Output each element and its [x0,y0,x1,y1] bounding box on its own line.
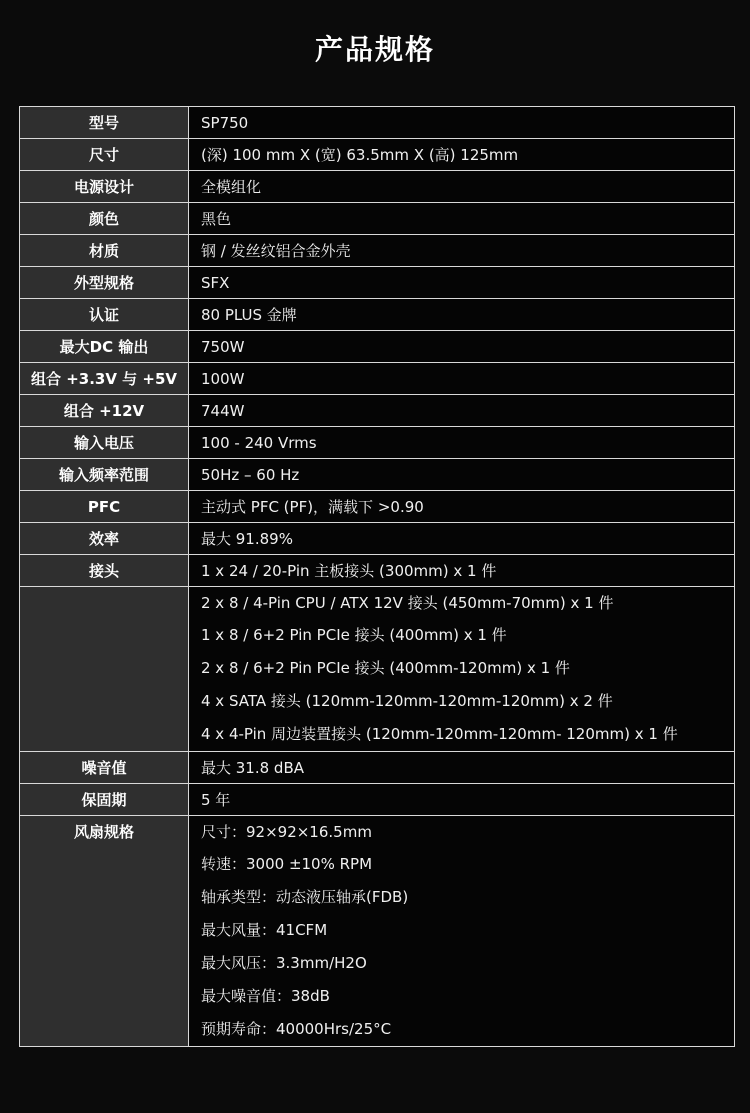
spec-value-line: 尺寸：92×92×16.5mm [201,823,372,841]
spec-value-line: 预期寿命：40000Hrs/25°C [201,1020,392,1038]
spec-label: 电源设计 [20,171,189,203]
spec-label: 型号 [20,107,189,139]
spec-label: 颜色 [20,203,189,235]
spec-row [20,784,735,816]
spec-value: 黑色 [189,203,735,235]
spec-value [189,816,735,1047]
spec-label: 效率 [20,523,189,555]
spec-label: 组合 +12V [20,395,189,427]
spec-row [20,523,735,555]
spec-label: 噪音值 [20,752,189,784]
spec-row [20,331,735,363]
spec-value: 80 PLUS 金牌 [189,299,735,331]
spec-table-body [20,107,735,1047]
spec-row [20,235,735,267]
spec-value: 50Hz – 60 Hz [189,459,735,491]
spec-label: 组合 +3.3V 与 +5V [20,363,189,395]
spec-value: 最大 91.89% [189,523,735,555]
spec-row [20,752,735,784]
page-title: 产品规格 [314,33,435,66]
spec-value-line: 1 x 8 / 6+2 Pin PCIe 接头 (400mm) x 1 件 [201,626,507,644]
spec-value: 最大 31.8 dBA [189,752,735,784]
spec-row [20,203,735,235]
spec-value-line: 4 x SATA 接头 (120mm-120mm-120mm-120mm) x 2 件 [201,692,613,710]
spec-value: 全模组化 [189,171,735,203]
spec-value: 1 x 24 / 20-Pin 主板接头 (300mm) x 1 件 [189,555,735,587]
spec-value: 主动式 PFC (PF)，满载下 >0.90 [189,491,735,523]
spec-label: 接头 [20,555,189,587]
spec-value-line: 轴承类型：动态液压轴承(FDB) [201,888,409,906]
spec-value: 5 年 [189,784,735,816]
spec-value: 100 - 240 Vrms [189,427,735,459]
spec-value: SP750 [189,107,735,139]
spec-label: 尺寸 [20,139,189,171]
spec-value: SFX [189,267,735,299]
spec-label: PFC [20,491,189,523]
spec-row [20,171,735,203]
spec-row [20,555,735,587]
spec-row [20,299,735,331]
spec-label: 外型规格 [20,267,189,299]
spec-value: 750W [189,331,735,363]
spec-value [189,587,735,752]
spec-label: 最大DC 输出 [20,331,189,363]
spec-row [20,816,735,1047]
spec-row [20,395,735,427]
spec-row [20,139,735,171]
spec-value: (深) 100 mm X (宽) 63.5mm X (高) 125mm [189,139,735,171]
spec-value-line: 最大风压：3.3mm/H2O [201,954,367,972]
spec-label: 风扇规格 [20,816,189,1047]
spec-value-line: 4 x 4-Pin 周边装置接头 (120mm-120mm-120mm- 120mm) x 1 件 [201,725,678,743]
spec-label: 输入频率范围 [20,459,189,491]
spec-value: 100W [189,363,735,395]
spec-row [20,267,735,299]
spec-value-line: 最大风量：41CFM [201,921,328,939]
spec-row [20,107,735,139]
spec-table [19,106,735,1047]
spec-value-line: 最大噪音值：38dB [201,987,330,1005]
spec-row [20,491,735,523]
spec-value-line: 2 x 8 / 4-Pin CPU / ATX 12V 接头 (450mm-70mm) x 1 件 [201,594,614,612]
spec-value: 744W [189,395,735,427]
spec-value-line: 2 x 8 / 6+2 Pin PCIe 接头 (400mm-120mm) x 1 件 [201,659,570,677]
spec-row [20,363,735,395]
spec-row [20,587,735,752]
spec-row [20,427,735,459]
spec-value-line: 转速：3000 ±10% RPM [201,855,373,873]
spec-row [20,459,735,491]
spec-label: 认证 [20,299,189,331]
spec-label: 材质 [20,235,189,267]
spec-label [20,587,189,752]
spec-label: 输入电压 [20,427,189,459]
spec-value: 钢 / 发丝纹铝合金外壳 [189,235,735,267]
spec-label: 保固期 [20,784,189,816]
